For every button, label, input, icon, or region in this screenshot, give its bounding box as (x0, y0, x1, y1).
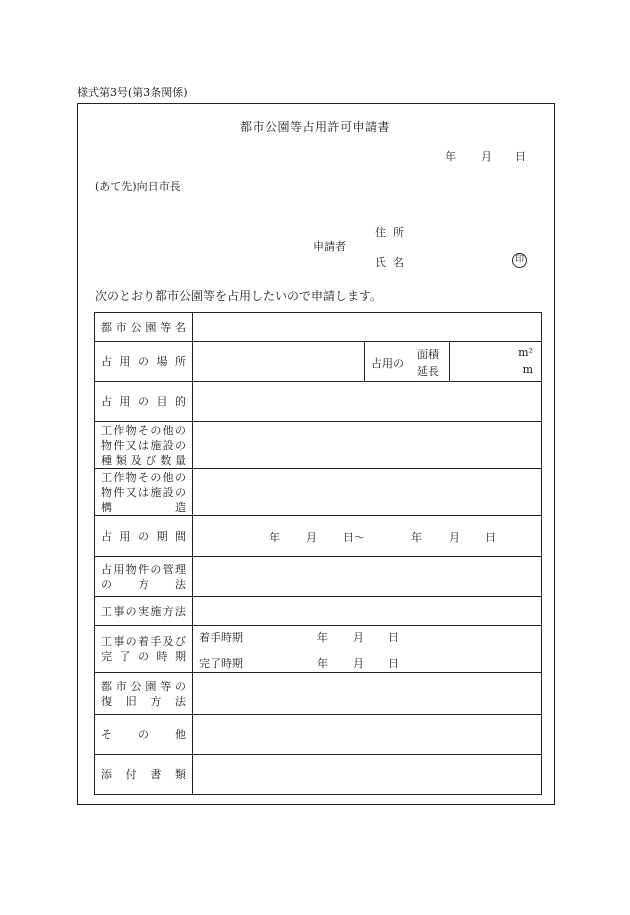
application-table (94, 312, 542, 795)
finish-time-label: 完了時期 (199, 657, 243, 670)
square-meter-unit: m² (518, 346, 533, 359)
form-caption: 様式第3号(第3条関係) (77, 86, 188, 99)
date-year-label: 年 (445, 150, 456, 163)
park-name-field[interactable] (193, 313, 542, 342)
restoration-label: 都市公園等の 復旧方法 (95, 673, 193, 715)
address-label: 住所 (375, 226, 411, 239)
seal-mark: 印 (512, 253, 527, 268)
purpose-field[interactable] (193, 382, 542, 422)
row-structure-type (95, 422, 542, 469)
restoration-field[interactable] (193, 673, 542, 715)
row-attachments (95, 755, 542, 795)
row-park-name (95, 313, 542, 342)
document-title: 都市公園等占用許可申請書 (239, 120, 390, 134)
attachments-field[interactable] (193, 755, 542, 795)
location-field[interactable] (193, 342, 364, 381)
occupancy-area-length-label: 占用の 面積 延長 (364, 342, 449, 381)
row-period (95, 516, 542, 557)
date-day-label: 日 (515, 150, 526, 163)
other-field[interactable] (193, 715, 542, 755)
purpose-label: 占用の目的 (95, 382, 193, 422)
work-period-label: 工事の着手及び 完了の時期 (95, 626, 193, 673)
application-statement: 次のとおり都市公園等を占用したいので申請します。 (95, 289, 383, 303)
row-other (95, 715, 542, 755)
work-period-field[interactable]: 着手時期 年 月 日 完了時期 年 月 日 (193, 626, 542, 673)
row-restoration (95, 673, 542, 715)
row-work-method (95, 597, 542, 626)
date-month-label: 月 (481, 150, 492, 163)
area-length-field[interactable] (449, 342, 541, 381)
row-management (95, 557, 542, 597)
period-label: 占用の期間 (95, 516, 193, 557)
name-label: 氏名 (375, 256, 411, 269)
structure-type-label: 工作物その他の 物件又は施設の 種類及び数量 (95, 422, 193, 469)
period-field[interactable]: 年 月 日～ 年 月 日 (193, 516, 542, 557)
row-purpose (95, 382, 542, 422)
addressee: (あて先)向日市長 (95, 180, 181, 193)
work-method-label: 工事の実施方法 (95, 597, 193, 626)
attachments-label: 添付書類 (95, 755, 193, 795)
row-location (95, 342, 542, 382)
row-structure-build (95, 469, 542, 516)
location-label: 占用の場所 (95, 342, 193, 382)
row-work-period (95, 626, 542, 673)
work-method-field[interactable] (193, 597, 542, 626)
park-name-label: 都市公園等名 (95, 313, 193, 342)
applicant-label: 申請者 (313, 240, 346, 253)
structure-type-field[interactable] (193, 422, 542, 469)
other-label: その他 (95, 715, 193, 755)
start-time-label: 着手時期 (199, 631, 243, 644)
structure-build-label: 工作物その他の 物件又は施設の 構 造 (95, 469, 193, 516)
management-field[interactable] (193, 557, 542, 597)
meter-unit: m (522, 363, 533, 376)
management-label: 占用物件の管理 の 方 法 (95, 557, 193, 597)
structure-build-field[interactable] (193, 469, 542, 516)
